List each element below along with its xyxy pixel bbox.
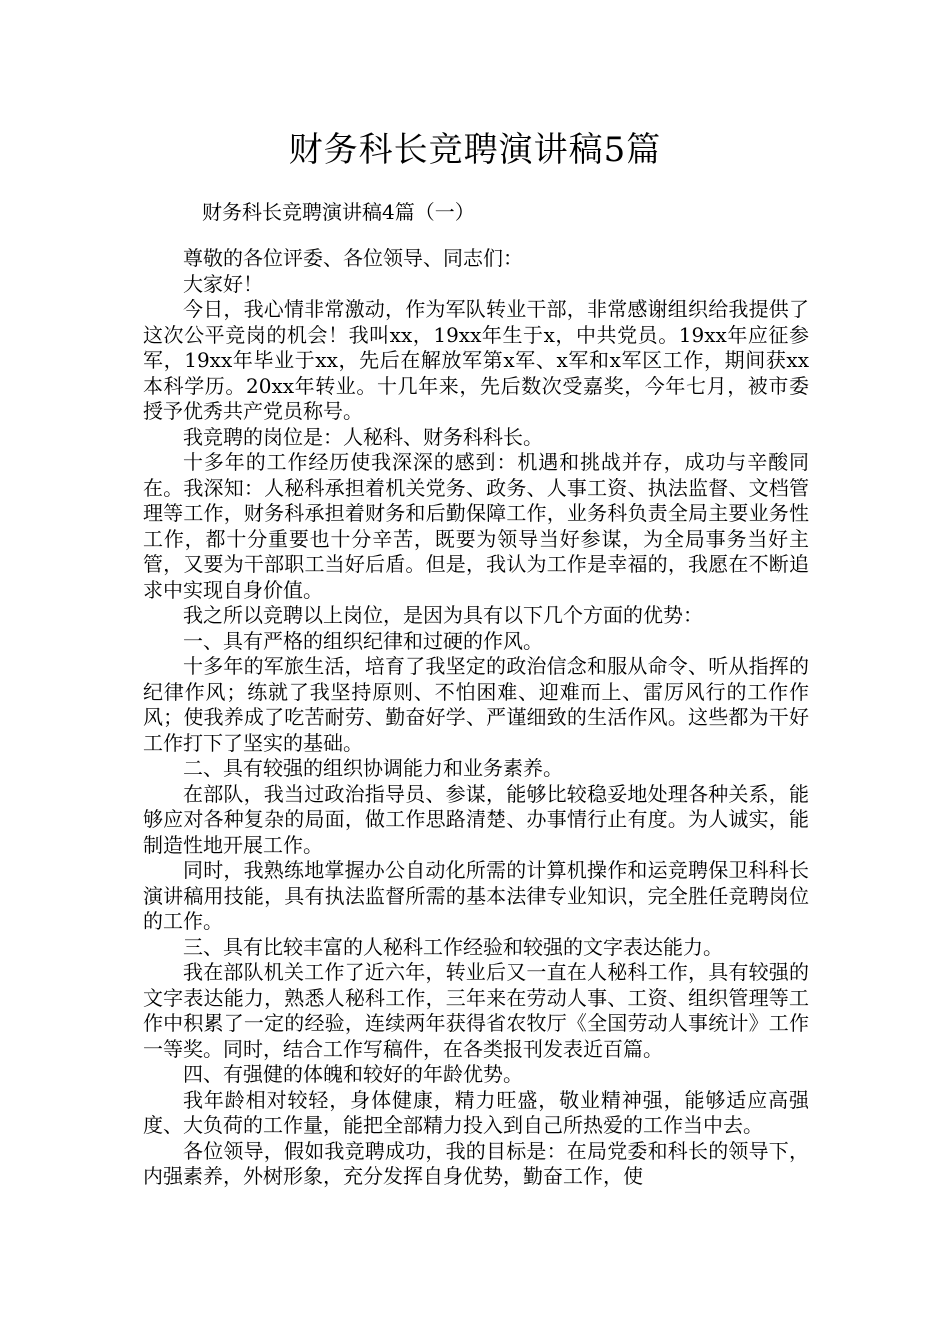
paragraph: 大家好！ (183, 271, 263, 296)
paragraph: 今日，我心情非常激动，作为军队转业干部，非常感谢组织给我提供了这次公平竞岗的机会！我叫xx，19xx年生于x，中共党员。19xx年应征参军，19xx年毕业于xx，先后在解放军第x军、x军和x军区工作，期间获xx本科学历。20xx年转业。十几年来，先后数次受嘉奖，今年七月，被市委授予优秀共产党员称号。 (143, 297, 809, 423)
paragraph: 一、具有严格的组织纪律和过硬的作风。 (183, 628, 543, 653)
paragraph: 我在部队机关工作了近六年，转业后又一直在人秘科工作，具有较强的文字表达能力，熟悉人秘科工作，三年来在劳动人事、工资、组织管理等工作中积累了一定的经验，连续两年获得省农牧厅《全国劳动人事统计》工作一等奖。同时，结合工作写稿件，在各类报刊发表近百篇。 (143, 960, 809, 1061)
paragraph: 十多年的军旅生活，培育了我坚定的政治信念和服从命令、听从指挥的纪律作风；练就了我坚持原则、不怕困难、迎难而上、雷厉风行的工作作风；使我养成了吃苦耐劳、勤奋好学、严谨细致的生活作风。这些都为干好工作打下了坚实的基础。 (143, 654, 809, 755)
paragraph: 在部队，我当过政治指导员、参谋，能够比较稳妥地处理各种关系，能够应对各种复杂的局面，做工作思路清楚、办事情行止有度。为人诚实，能制造性地开展工作。 (143, 781, 809, 857)
paragraph: 四、有强健的体魄和较好的年龄优势。 (183, 1062, 523, 1086)
paragraph: 我年龄相对较轻，身体健康，精力旺盛，敬业精神强，能够适应高强度、大负荷的工作量，能把全部精力投入到自己所热爱的工作当中去。 (143, 1087, 809, 1137)
paragraph: 同时，我熟练地掌握办公自动化所需的计算机操作和运竞聘保卫科科长演讲稿用技能，具有执法监督所需的基本法律专业知识，完全胜任竞聘岗位的工作。 (143, 858, 809, 933)
paragraph: 十多年的工作经历使我深深的感到：机遇和挑战并存，成功与辛酸同在。我深知：人秘科承担着机关党务、政务、人事工资、执法监督、文档管理等工作，财务科承担着财务和后勤保障工作，业务科负责全局主要业务性工作，都十分重要也十分辛苦，既要为领导当好参谋，为全局事务当好主管，又要为干部职工当好后盾。但是，我认为工作是幸福的，我愿在不断追求中实现自身价值。 (143, 450, 809, 602)
paragraph: 二、具有较强的组织协调能力和业务素养。 (183, 756, 563, 780)
paragraph: 尊敬的各位评委、各位领导、同志们： (183, 246, 523, 270)
paragraph: 各位领导，假如我竞聘成功，我的目标是：在局党委和科长的领导下，内强素养，外树形象，充分发挥自身优势，勤奋工作，使 (143, 1138, 809, 1188)
document-title: 财务科长竞聘演讲稿5篇 (288, 130, 662, 170)
paragraph: 我之所以竞聘以上岗位，是因为具有以下几个方面的优势： (183, 603, 703, 627)
paragraph: 我竞聘的岗位是：人秘科、财务科科长。 (183, 424, 543, 449)
document-body (143, 246, 809, 1190)
document-subtitle: 财务科长竞聘演讲稿4篇（一） (202, 200, 475, 224)
paragraph: 三、具有比较丰富的人秘科工作经验和较强的文字表达能力。 (183, 934, 723, 959)
